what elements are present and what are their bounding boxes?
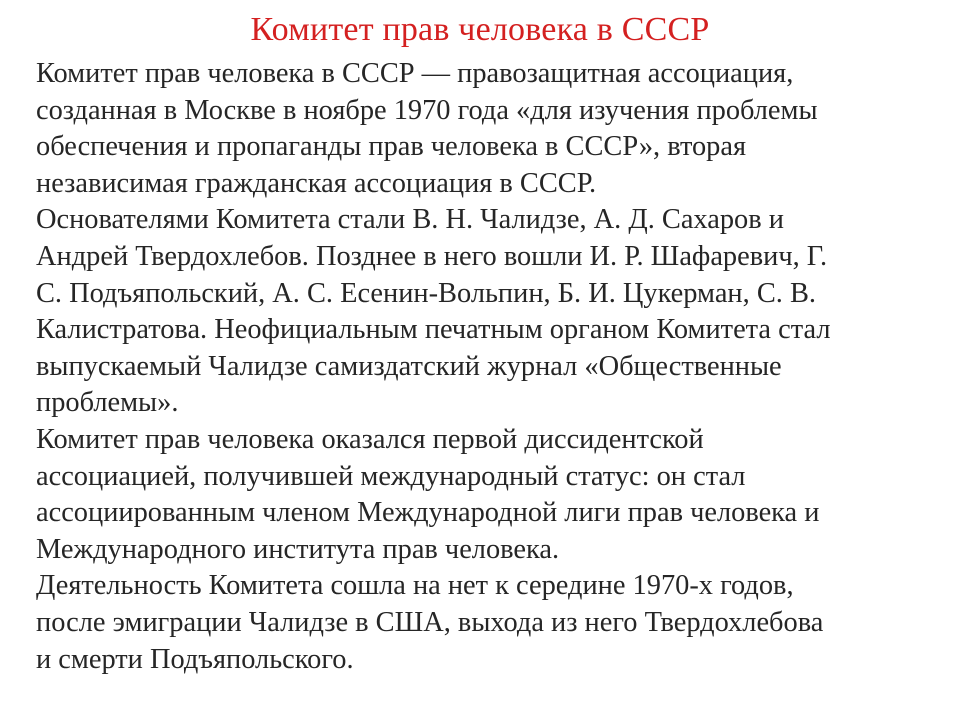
paragraph-international-status (36, 422, 934, 568)
text-line: Деятельность Комитета сошла на нет к середине 1970-х годов, (36, 570, 794, 602)
text-line: проблемы». (36, 387, 179, 419)
slide-title: Комитет прав человека в СССР (250, 11, 710, 48)
text-line: ассоциацией, получившей международный статус: он стал (36, 460, 746, 492)
slide-body (36, 56, 934, 678)
text-line: и смерти Подъяпольского. (36, 643, 354, 675)
text-line: Андрей Твердохлебов. Позднее в него вошли И. Р. Шафаревич, Г. (36, 240, 828, 272)
text-line: обеспечения и пропаганды прав человека в СССР», вторая (36, 131, 747, 163)
text-line: выпускаемый Чалидзе самиздатский журнал «Общественные (36, 350, 782, 382)
text-line: Международного института прав человека. (36, 533, 560, 565)
text-line: созданная в Москве в ноябре 1970 года «для изучения проблемы (36, 94, 818, 126)
text-line: ассоциированным членом Международной лиги прав человека и (36, 497, 820, 529)
paragraph-definition (36, 56, 934, 202)
paragraph-decline (36, 568, 934, 678)
text-line: независимая гражданская ассоциация в СССР. (36, 167, 597, 199)
paragraph-founders (36, 202, 934, 422)
text-line: Комитет прав человека в СССР — правозащитная ассоциация, (36, 58, 794, 89)
text-line: Комитет прав человека оказался первой диссидентской (36, 423, 704, 455)
text-line: после эмиграции Чалидзе в США, выхода из него Твердохлебова (36, 606, 824, 638)
text-line: Калистратова. Неофициальным печатным органом Комитета стал (36, 314, 831, 346)
text-line: Основателями Комитета стали В. Н. Чалидзе, А. Д. Сахаров и (36, 204, 784, 236)
text-line: С. Подъяпольский, А. С. Есенин-Вольпин, Б. И. Цукерман, С. В. (36, 277, 816, 309)
